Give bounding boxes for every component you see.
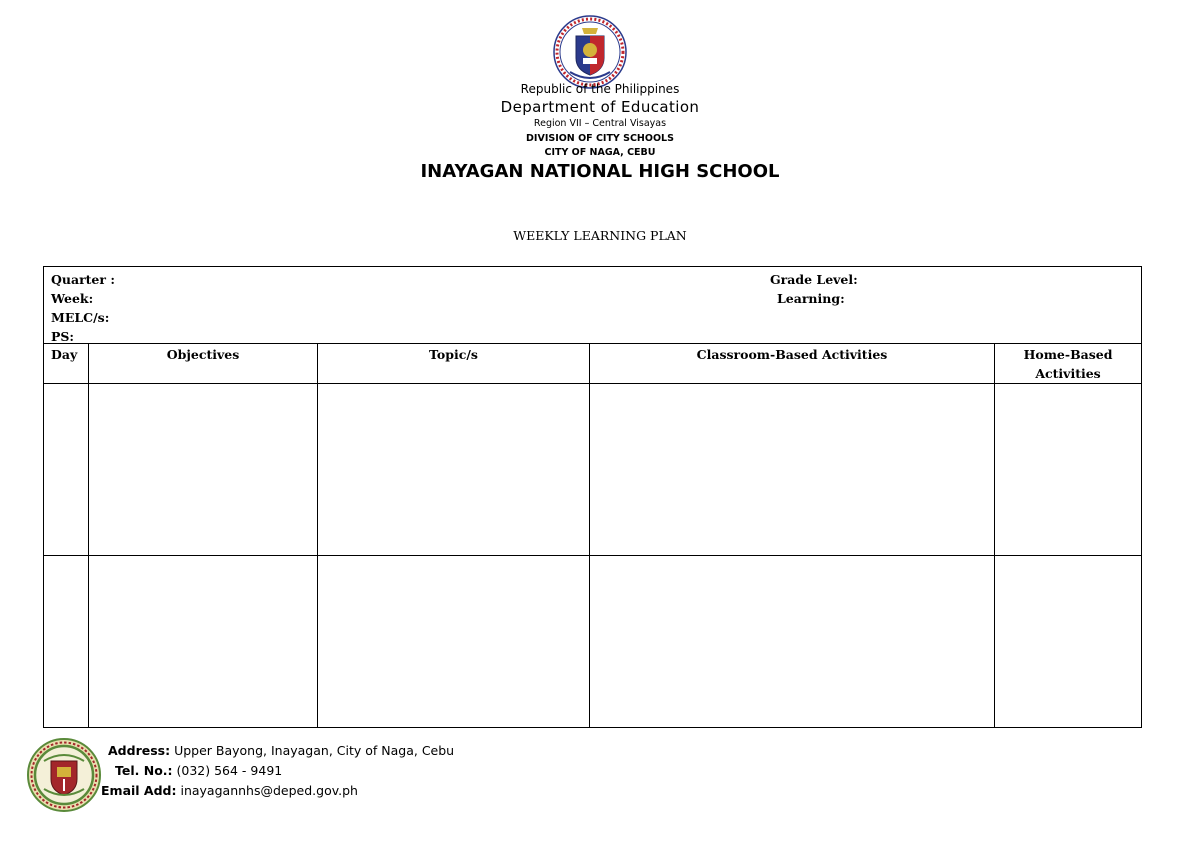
ps-label: PS: — [51, 329, 75, 344]
column-header-topics: Topic/s — [318, 344, 590, 384]
deped-seal-icon — [552, 14, 628, 90]
column-header-classroom-activities: Classroom-Based Activities — [590, 344, 995, 384]
quarter-label: Quarter : — [51, 272, 115, 287]
home-activities-cell[interactable] — [995, 384, 1142, 556]
week-label: Week: — [51, 291, 94, 306]
day-cell[interactable] — [44, 556, 89, 728]
objectives-cell[interactable] — [89, 384, 318, 556]
plan-info-right — [770, 270, 858, 308]
classroom-activities-cell[interactable] — [590, 384, 995, 556]
melc-label: MELC/s: — [51, 310, 110, 325]
table-row — [44, 384, 1142, 556]
document-title: WEEKLY LEARNING PLAN — [513, 228, 687, 243]
footer-address — [108, 741, 454, 761]
classroom-activities-cell[interactable] — [590, 556, 995, 728]
header-region: Region VII – Central Visayas — [533, 118, 667, 129]
email-value: inayagannhs@deped.gov.ph — [180, 783, 358, 798]
topics-cell[interactable] — [318, 556, 590, 728]
weekly-learning-plan-table — [43, 266, 1142, 728]
tel-value: (032) 564 - 9491 — [176, 763, 283, 778]
column-header-objectives: Objectives — [89, 344, 318, 384]
column-header-day: Day — [44, 344, 89, 384]
plan-info-left — [51, 270, 115, 346]
header-republic: Republic of the Philippines — [520, 82, 680, 96]
column-header-home-activities: Home-Based Activities — [995, 344, 1142, 384]
plan-info-cell — [44, 267, 1142, 344]
email-label: Email Add: — [101, 783, 177, 798]
address-label: Address: — [108, 743, 171, 758]
topics-cell[interactable] — [318, 384, 590, 556]
tel-label: Tel. No.: — [115, 763, 173, 778]
header-division: DIVISION OF CITY SCHOOLS — [526, 133, 674, 144]
header-department: Department of Education — [500, 98, 700, 116]
footer-email — [101, 781, 358, 801]
school-name: INAYAGAN NATIONAL HIGH SCHOOL — [420, 161, 780, 182]
address-value: Upper Bayong, Inayagan, City of Naga, Cebu — [174, 743, 455, 758]
day-cell[interactable] — [44, 384, 89, 556]
header-city: CITY OF NAGA, CEBU — [544, 147, 656, 158]
table-row — [44, 556, 1142, 728]
grade-level-label: Grade Level: — [770, 272, 858, 287]
school-seal-icon — [26, 737, 102, 813]
home-activities-cell[interactable] — [995, 556, 1142, 728]
footer-tel — [115, 761, 282, 781]
objectives-cell[interactable] — [89, 556, 318, 728]
learning-label: Learning: — [777, 291, 845, 306]
